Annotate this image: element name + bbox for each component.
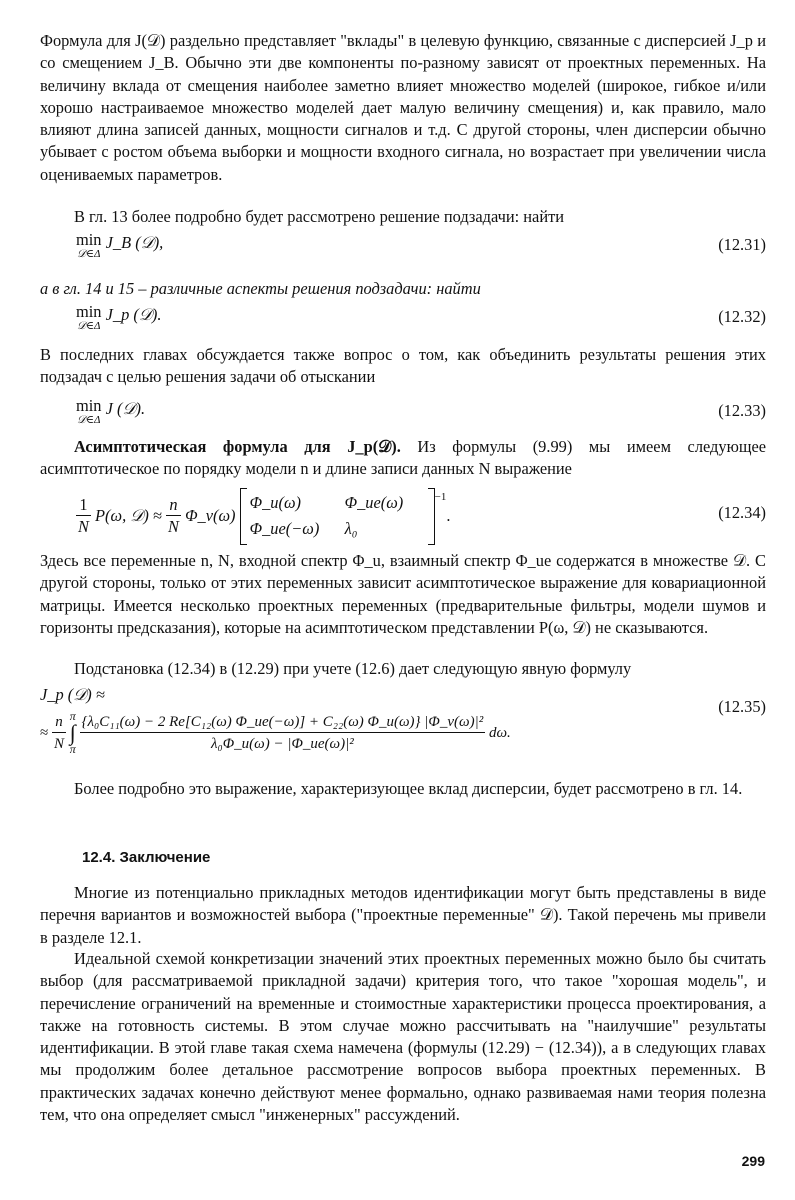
paragraph-8 [40,778,766,800]
run-in-title: Асимптотическая формула для J_p(𝒟). [74,437,401,456]
paragraph-5 [40,436,766,481]
equation-number: (12.31) [718,235,766,254]
paragraph-text: а в гл. 14 и 15 – различные аспекты решения подзадачи: найти [40,279,481,298]
paragraph-text: Подстановка (12.34) в (12.29) при учете (12.6) дает следующую явную формулу [74,659,632,678]
equation-number: (12.32) [718,307,766,326]
paragraph-9 [40,882,766,949]
paragraph-1 [40,30,766,186]
equation-12-34 [40,484,766,544]
integral-sign: π ∫ π [69,709,76,756]
fraction-n-over-N: $\frac{n}{N}$ [168,494,179,536]
paragraph-2 [40,206,766,228]
fraction-n-over-N: $\frac{n}{N}$ [53,713,64,752]
page-number: 299 [741,1153,765,1169]
paragraph-text: Здесь все переменные n, N, входной спектр Φ_u, взаимный спектр Φ_ue содержатся в множестве 𝒟. С другой стороны, только от этих переменных зависит асимптотическое выражение для ковариационной матрицы. Имеется несколько проектных переменных (предварительные фильтры, модели шумов и горизонты предсказания), которые на асимптотическом представлении P(ω, 𝒟) не сказываются. [40,551,766,637]
equation-line-1: J_p (𝒟) ≈ [40,685,105,704]
spectral-matrix: Φ_u(ω) Φ_ue(ω) Φ_ue(−ω) λ₀ [240,492,435,541]
equation-expression: J_B (𝒟), [105,233,164,252]
equation-number: (12.34) [718,503,766,522]
equation-12-35 [40,684,766,774]
equation-number: (12.35) [718,697,766,716]
paragraph-10 [40,948,766,1126]
equation-body: $\frac{1}{N}$ P(ω, 𝒟) ≈ $\frac{n}{N}$ Φ_v(ω) Φ_u(ω) Φ_ue(ω) Φ_ue(−ω) λ₀ $^{-1}$. [76,486,450,541]
paragraph-4 [40,344,766,389]
fraction-1-over-N: $\frac{1}{N}$ [78,494,89,536]
equation-12-32 [40,300,766,346]
equation-expression: J (𝒟). [105,399,146,418]
min-operator: min 𝒟∈Δ [76,302,102,332]
equation-number: (12.33) [718,401,766,420]
equation-body [76,398,145,426]
section-heading: 12.4. Заключение [82,849,211,866]
equation-12-33 [40,394,766,440]
equation-body [76,304,161,332]
equation-12-31 [40,228,766,274]
paragraph-text: В последних главах обсуждается также вопрос о том, как объединить результаты решения этих подзадач с целью решения задачи об отыскании [40,345,766,387]
paragraph-text: Асимптотическая формула для J_p(𝒟). Из формулы (9.99) мы имеем следующее асимптотическое по порядку модели n и длине записи данных N выражение [40,437,767,479]
equation-body [76,232,163,260]
paragraph-text: В гл. 13 более подробно будет рассмотрено решение подзадачи: найти [74,207,565,226]
paragraph-text: Более подробно это выражение, характеризующее вклад дисперсии, будет рассмотрено в гл. 14. [74,779,743,798]
paragraph-text: Идеальной схемой конкретизации значений этих проектных переменных можно было бы считать выбор (для рассматриваемой прикладной задачи) критерия того, что такое "хорошая модель", и перечисление ограничений на временные и стоимостные характеристики процесса проектирования, а также на готовность системы. В этом случае можно рассчитывать на "наилучшие" результаты идентификации. В этой главе такая схема намечена (формулы (12.29) − (12.34)), а в следующих главах мы продолжим более детальное рассмотрение вопросов выбора проектных переменных. В практических задачах конечно действуют менее формально, однако развиваемая нами теория полезна тем, что она определяет смысл "инженерных" рассуждений. [40,949,766,1125]
paragraph-6 [40,550,766,639]
min-operator: min 𝒟∈Δ [76,396,102,426]
paragraph-7 [40,658,766,680]
paragraph-text: Формула для J(𝒟) раздельно представляет "вклады" в целевую функцию, связанные с дисперсией J_p и со смещением J_B. Обычно эти две компоненты по-разному зависят от проектных переменных. На величину вклада от смещения наиболее заметно влияет множество моделей (широкое, гибкое и/или хорошо настраиваемое множество моделей дает малую величину смещения) и, как правило, мало влияют длина записей данных, мощности сигналов и т.д. С другой стороны, член дисперсии обычно убывает с ростом объема выборки и мощности входного сигнала, но возрастает при увеличении числа оцениваемых параметров. [40,31,766,184]
equation-line-2: ≈ $\frac{n}{N}$ π ∫ π $\frac{\text{\{λ₀C₁₁(ω) − 2 Re[C₁₂(ω) Φ\_ue(−ω)] + C₂₂(ω) Φ\_u(ω)\} |Φ\_v(ω)|²}}{\text{λ₀Φ\_u(ω) − |Φ\_ue(ω)|²}}$ dω. [40,709,511,756]
integrand-fraction: $\frac{\text{\{λ₀C₁₁(ω) − 2 Re[C₁₂(ω) Φ\_ue(−ω)] + C₂₂(ω) Φ\_u(ω)\} |Φ\_v(ω)|²}}{\text{λ₀Φ\_u(ω) − |Φ\_ue(ω)|²}}$ [81,713,484,752]
equation-expression: J_p (𝒟). [105,305,162,324]
min-operator: min 𝒟∈Δ [76,230,102,260]
paragraph-3 [40,278,766,300]
paragraph-text: Многие из потенциально прикладных методов идентификации могут быть представлены в виде перечня вариантов и возможностей выбора ("проектные переменные" 𝒟). Такой перечень мы привели в разделе 12.1. [40,883,766,947]
